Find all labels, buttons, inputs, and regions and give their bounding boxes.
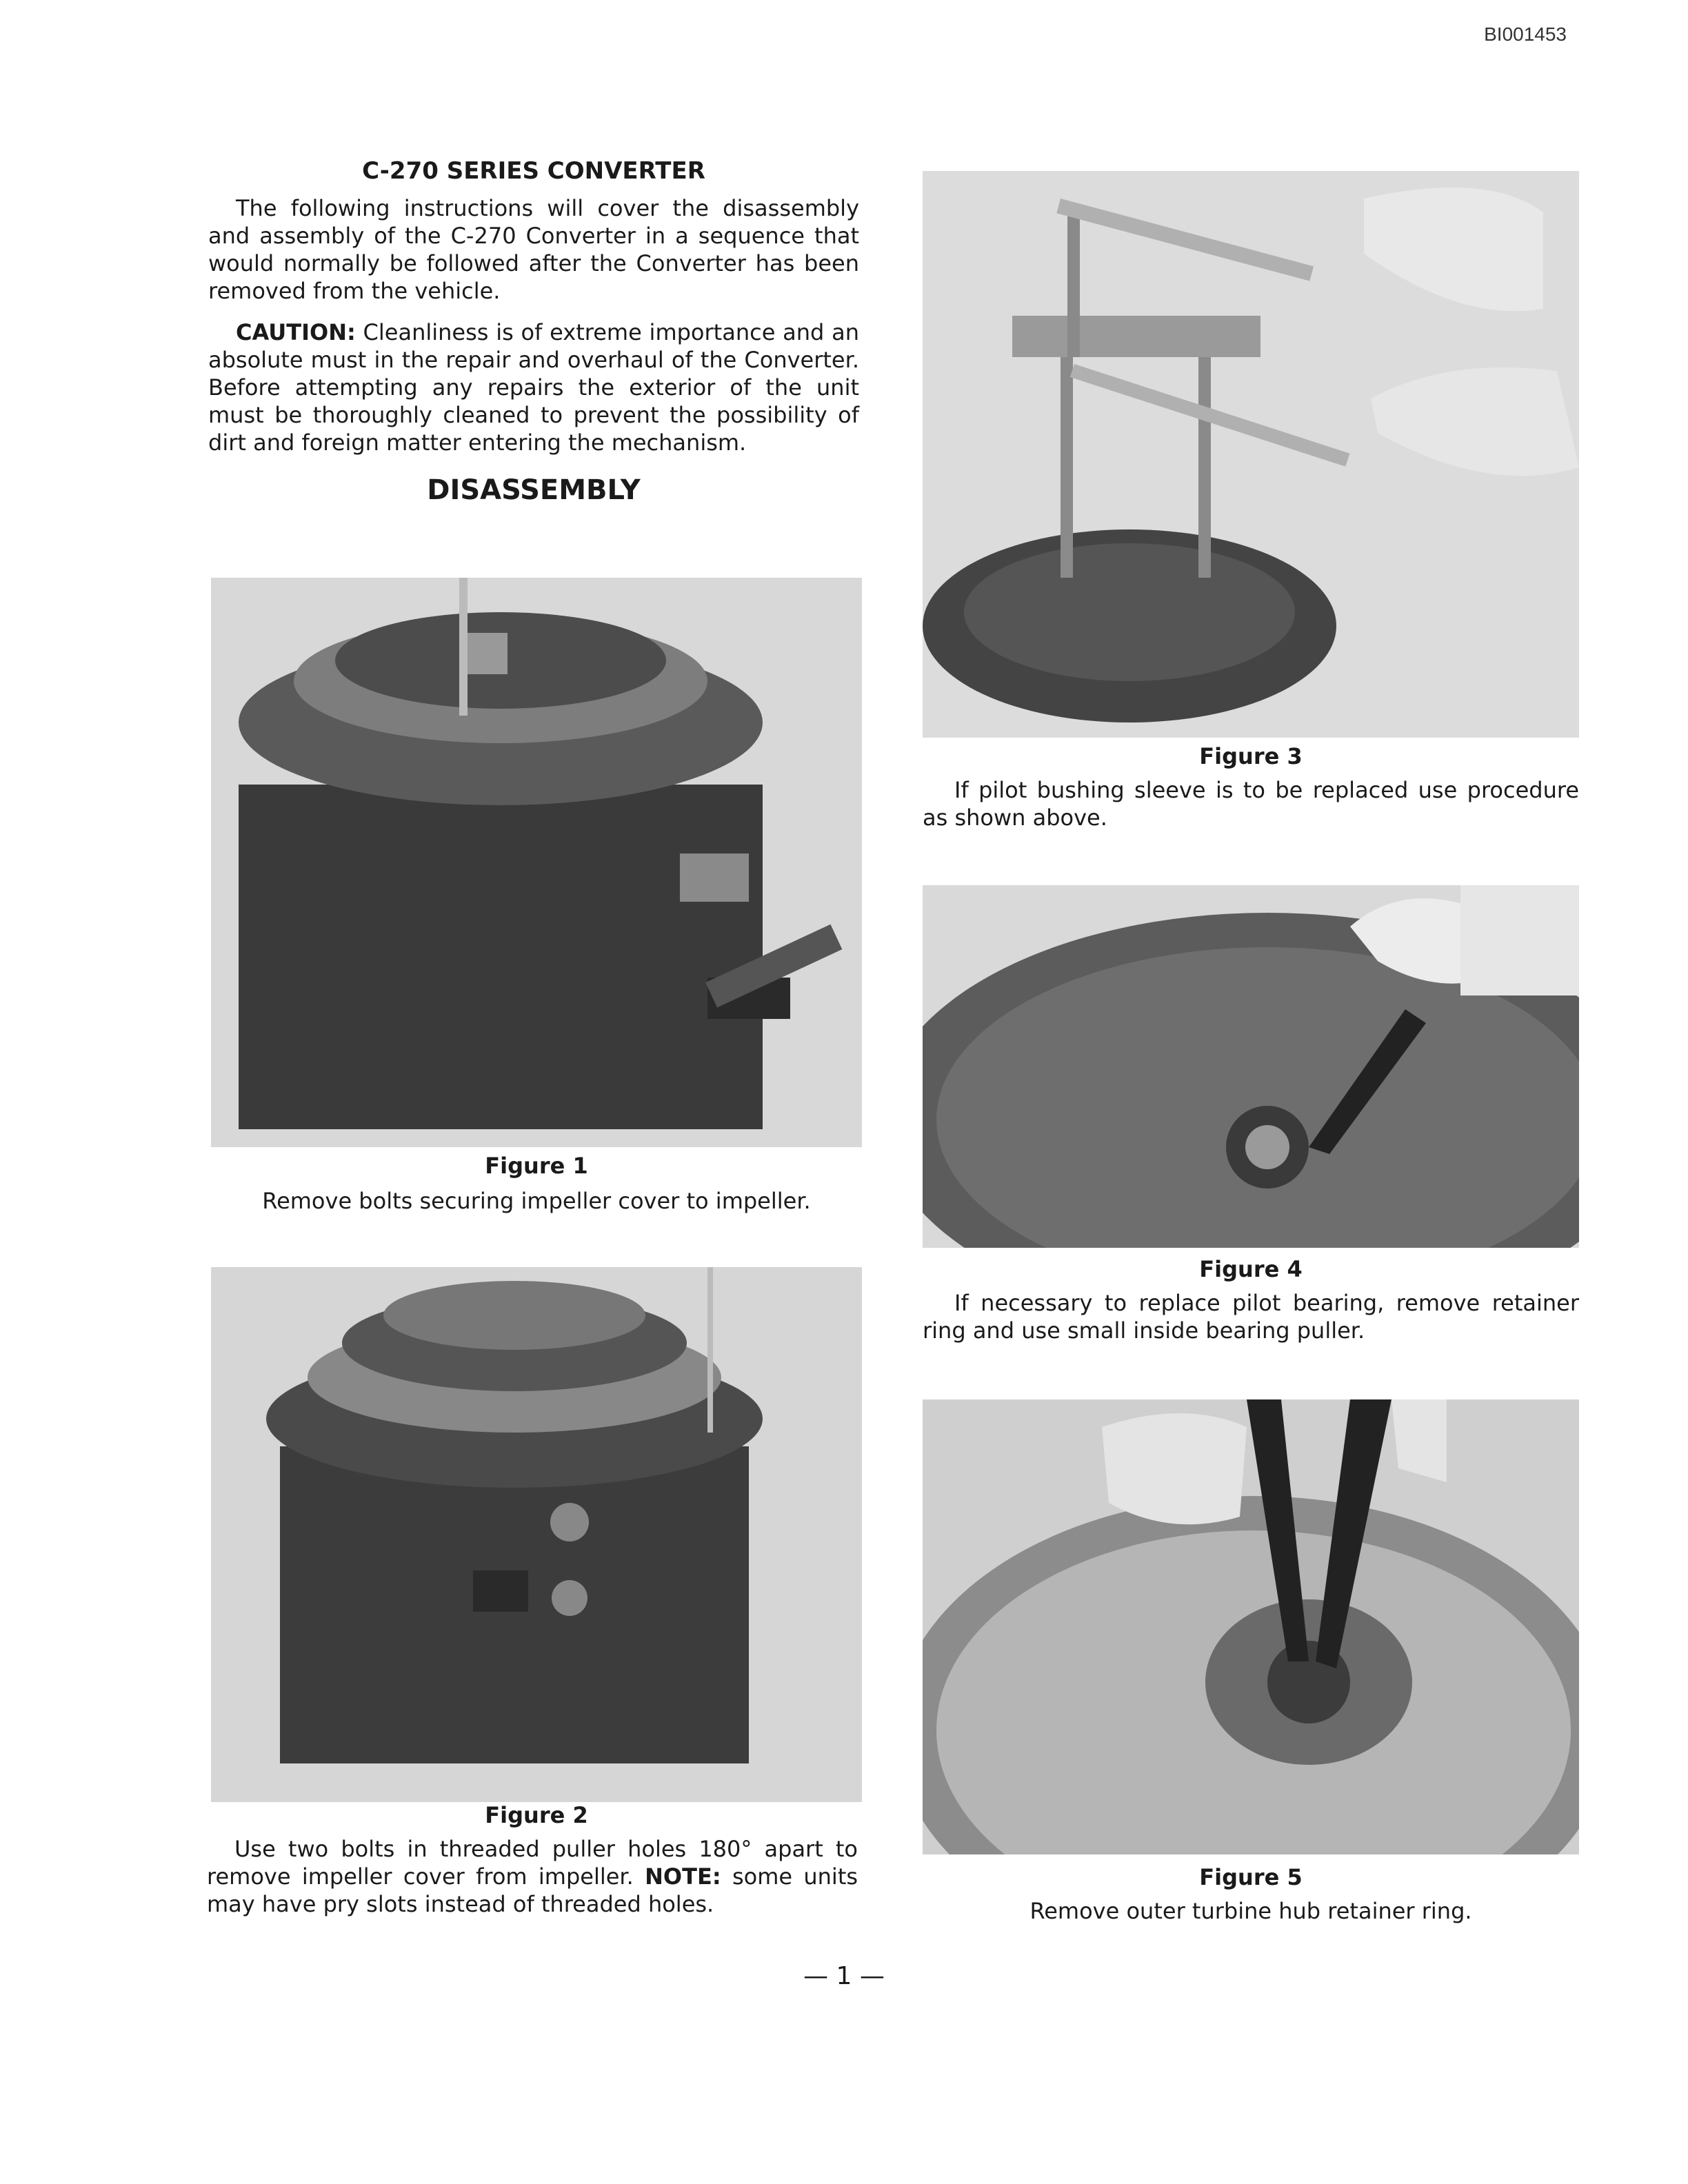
figure-3-photo [923, 171, 1579, 738]
figure-5-photo [923, 1399, 1579, 1854]
figure-3-caption: If pilot bushing sleeve is to be replaced use procedure as shown above. [923, 777, 1579, 831]
figure-3-title: Figure 3 [1199, 743, 1303, 769]
section-title: C-270 SERIES CONVERTER [362, 157, 705, 185]
figure-2-title: Figure 2 [485, 1802, 588, 1828]
figure-5-title: Figure 5 [1199, 1864, 1303, 1890]
figure-4-title: Figure 4 [1199, 1256, 1303, 1282]
caution-paragraph [208, 318, 859, 456]
figure-4-caption: If necessary to replace pilot bearing, remove retainer ring and use small inside bearing puller. [923, 1290, 1579, 1344]
figure-2-caption [207, 1835, 858, 1918]
figure-2-photo [211, 1267, 862, 1802]
caution-label: CAUTION: [236, 319, 356, 345]
disassembly-heading: DISASSEMBLY [427, 474, 641, 506]
figure-4-photo [923, 885, 1579, 1248]
figure-1-caption: Remove bolts securing impeller cover to impeller. [262, 1188, 811, 1214]
intro-paragraph: The following instructions will cover the disassembly and assembly of the C-270 Converter in a sequence that would normally be followed after the Converter has been removed from the vehicle. [208, 195, 859, 304]
figure-2-note-text: some units may have pry slots instead of threaded holes. [207, 1863, 858, 1917]
figure-1-photo [211, 578, 862, 1147]
figure-2-caption-text: Use two bolts in threaded puller holes 180° apart to remove impeller cover from impeller. [207, 1836, 858, 1890]
left-column [208, 157, 859, 534]
figure-5-caption: Remove outer turbine hub retainer ring. [1029, 1898, 1472, 1924]
document-id: BI001453 [1484, 23, 1567, 45]
figure-2-note-label: NOTE: [645, 1863, 721, 1890]
caution-text: Cleanliness is of extreme importance and an absolute must in the repair and overhaul of the Converter. Before attempting any repairs the exterior of the unit must be thoroughly cleaned to prevent the possibility of dirt and foreign matter entering the mechanism. [208, 319, 860, 456]
figure-1-title: Figure 1 [485, 1153, 588, 1179]
page-number: — 1 — [803, 1962, 885, 1990]
